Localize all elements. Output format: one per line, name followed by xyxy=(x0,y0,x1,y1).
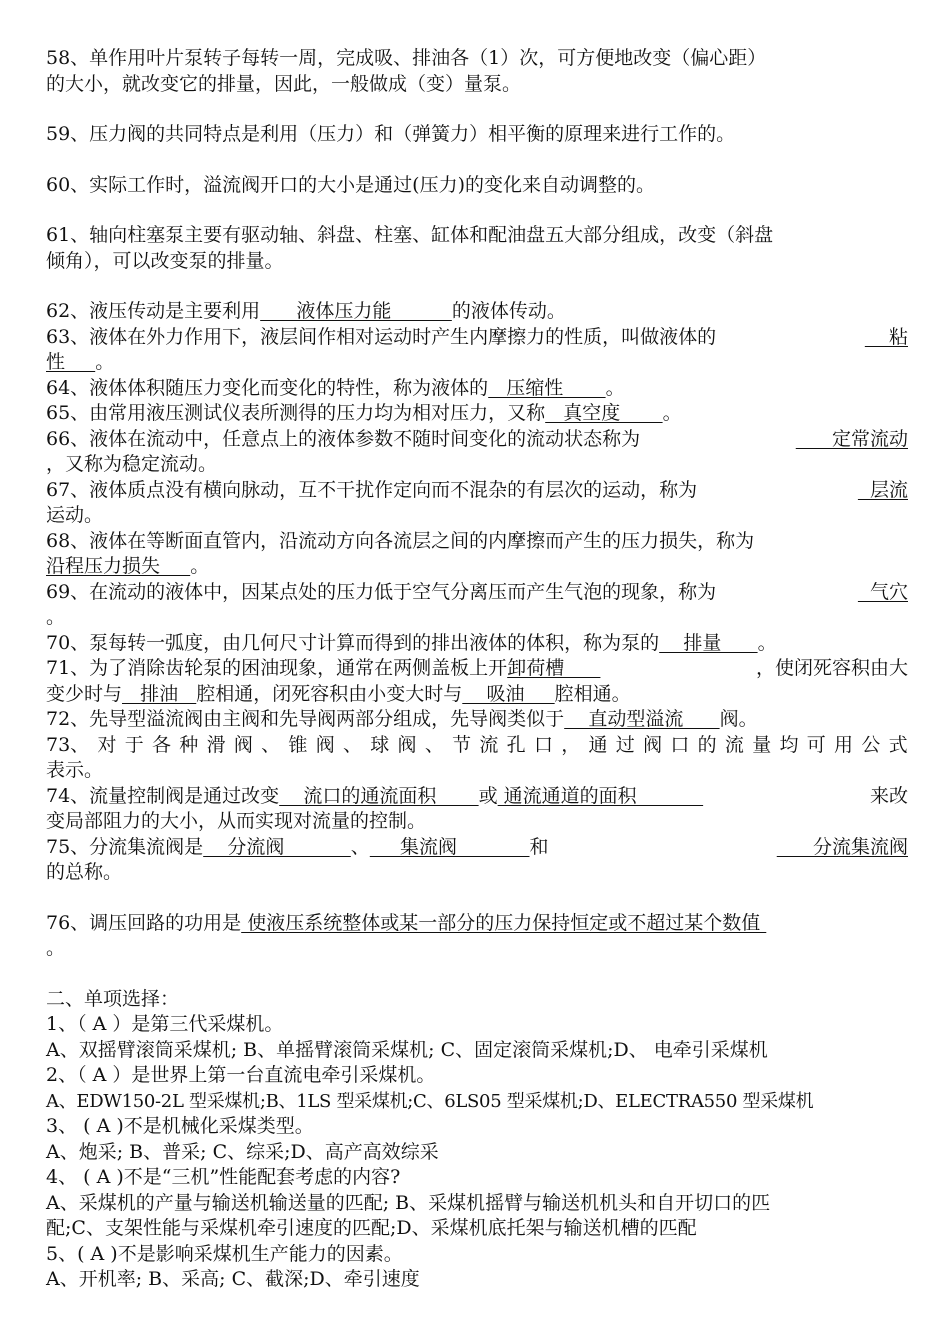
choice-2-options: A、EDW150-2L 型采煤机;B、1LS 型采煤机;C、6LS05 型采煤机;D、ELECTRA550 型采煤机 xyxy=(46,1090,814,1112)
document-page xyxy=(46,0,908,1293)
q74-line2: 变局部阻力的大小，从而实现对流量的控制。 xyxy=(46,810,427,832)
answer-blank: 层流 xyxy=(857,478,908,501)
q67-line2: 运动。 xyxy=(46,504,104,526)
answer-blank: 气穴 xyxy=(857,580,908,603)
choice-2-question: 2、（ A ）是世界上第一台直流电牵引采煤机。 xyxy=(46,1064,436,1086)
answer-blank: 通流通道的面积 xyxy=(497,784,704,807)
q73-char: 的 xyxy=(697,733,717,756)
q58-line2: 的大小，就改变它的排量，因此，一般做成（变）量泵。 xyxy=(46,72,522,95)
q65: 65、由常用液压测试仪表所测得的压力均为相对压力，又称 真空度 。 xyxy=(46,402,682,424)
answer-blank: 排量 xyxy=(659,631,758,654)
section-heading: 二、单项选择： xyxy=(46,987,180,1010)
answer-blank: 压缩性 xyxy=(488,376,606,399)
q73-char: 用 xyxy=(834,733,854,756)
q73-char: 阀 xyxy=(397,733,417,756)
answer-blank: 真空度 xyxy=(545,402,663,424)
choice-4-question: 4、 ( A )不是“三机”性能配套考虑的内容? xyxy=(46,1166,401,1188)
q73-char: 各 xyxy=(152,733,172,756)
q72: 72、先导型溢流阀由主阀和先导阀两部分组成，先导阀类似于 直动型溢流 阀。 xyxy=(46,708,758,730)
answer-blank: 液体压力能 xyxy=(260,300,452,322)
q69-line1: 69、在流动的液体中，因某点处的压力低于空气分离压而产生气泡的现象，称为 气穴 xyxy=(46,580,908,606)
q61-line1: 61、轴向柱塞泵主要有驱动轴、斜盘、柱塞、缸体和配油盘五大部分组成，改变（斜盘 xyxy=(46,224,774,246)
answer-blank: 分流集流阀 xyxy=(776,835,908,858)
answer-blank: 集流阀 xyxy=(369,835,530,858)
q73-line2: 表示。 xyxy=(46,759,104,781)
answer-blank: 分流阀 xyxy=(203,835,351,858)
q73-char: 均 xyxy=(779,733,799,756)
q73-char: 73、 xyxy=(46,733,90,756)
choice-3-question: 3、 ( A )不是机械化采煤类型。 xyxy=(46,1115,314,1137)
answer-blank: 吸油 xyxy=(462,682,555,705)
answer-blank: 粘 xyxy=(864,325,908,348)
answer-blank: 排油 xyxy=(122,682,197,705)
answer-blank: 使液压系统整体或某一部分的压力保持恒定或不超过某个数值 xyxy=(241,911,767,934)
choice-1-question: 1、（ A ）是第三代采煤机。 xyxy=(46,1013,284,1035)
choice-1-options: A、双摇臂滚筒采煤机; B、单摇臂滚筒采煤机; C、固定滚筒采煤机;D、 电牵引采煤机 xyxy=(46,1038,768,1061)
answer-blank: 沿程压力损失 xyxy=(46,555,191,577)
q73-char: 、 xyxy=(342,733,362,756)
q66-line1: 66、液体在流动中，任意点上的液体参数不随时间变化的流动状态称为 定常流动 xyxy=(46,427,908,453)
q75-line2: 的总称。 xyxy=(46,861,123,883)
q73-char: 流 xyxy=(479,733,499,756)
q70: 70、泵每转一弧度，由几何尺寸计算而得到的排出液体的体积，称为泵的 排量 。 xyxy=(46,631,777,654)
answer-blank: 直动型溢流 xyxy=(564,708,720,730)
q73-char: 式 xyxy=(888,733,908,756)
choice-5-options: A、开机率; B、采高; C、截深;D、牵引速度 xyxy=(46,1268,420,1290)
q73-char: 过 xyxy=(615,733,635,756)
q73-char: 流 xyxy=(724,733,744,756)
q73-char: 滑 xyxy=(206,733,226,756)
q73-char: 量 xyxy=(752,733,772,756)
q66-line2: ，又称为稳定流动。 xyxy=(46,453,218,475)
choice-3-options: A、炮采; B、普采; C、综采;D、高产高效综采 xyxy=(46,1140,439,1163)
q74-line1: 74、流量控制阀是通过改变 流口的通流面积 或 通流通道的面积 来改 xyxy=(46,784,908,807)
q69-line2: 。 xyxy=(46,606,66,628)
q71-line2: 变少时与 排油 腔相通，闭死容积由小变大时与 吸油 腔相通。 xyxy=(46,682,631,705)
q71-line1: 71、为了消除齿轮泵的困油现象，通常在两侧盖板上开卸荷槽 ，使闭死容积由大 xyxy=(46,657,908,679)
choice-4-options-line1: A、采煤机的产量与输送机输送量的匹配; B、采煤机摇臂与输送机机头和自开切口的匹 xyxy=(46,1191,771,1214)
q73-char: 阀 xyxy=(233,733,253,756)
q73-char: 、 xyxy=(424,733,444,756)
q76-line1: 76、调压回路的功用是 使液压系统整体或某一部分的压力保持恒定或不超过某个数值 xyxy=(46,911,767,934)
q64: 64、液体体积随压力变化而变化的特性，称为液体的 压缩性 。 xyxy=(46,376,625,399)
q73-char: 通 xyxy=(588,733,608,756)
choice-4-options-line2: 配;C、支架性能与采煤机牵引速度的匹配;D、采煤机底托架与输送机槽的匹配 xyxy=(46,1217,697,1239)
q63-line1: 63、液体在外力作用下，液层间作相对运动时产生内摩擦力的性质，叫做液体的 粘 xyxy=(46,325,908,351)
q73-char: 口 xyxy=(533,733,553,756)
q73-char: 对 xyxy=(97,733,117,756)
q73-char: 种 xyxy=(179,733,199,756)
q73-char: 阀 xyxy=(643,733,663,756)
q73-char: 公 xyxy=(861,733,881,756)
q63-line2: 性 。 xyxy=(46,351,115,373)
q68-line2: 沿程压力损失 。 xyxy=(46,555,210,577)
q73-char: 节 xyxy=(452,733,472,756)
q75-line1: 75、分流集流阀是 分流阀 、 集流阀 和 分流集流阀 xyxy=(46,835,908,861)
q73-char: 阀 xyxy=(315,733,335,756)
q68-line1: 68、液体在等断面直管内，沿流动方向各流层之间的内摩擦而产生的压力损失，称为 xyxy=(46,529,755,552)
answer-blank: 定常流动 xyxy=(795,427,908,450)
q73-char: 于 xyxy=(124,733,144,756)
q59: 59、压力阀的共同特点是利用（压力）和（弹簧力）相平衡的原理来进行工作的。 xyxy=(46,123,736,145)
choice-5-question: 5、( A )不是影响采煤机生产能力的因素。 xyxy=(46,1242,403,1265)
answer-blank: 性 xyxy=(46,351,96,373)
q73-char: 、 xyxy=(261,733,281,756)
q58-line1: 58、单作用叶片泵转子每转一周，完成吸、排油各（1）次，可方便地改变（偏心距） xyxy=(46,47,767,69)
q60: 60、实际工作时，溢流阀开口的大小是通过(压力)的变化来自动调整的。 xyxy=(46,173,656,196)
q73-char: 球 xyxy=(370,733,390,756)
q61-line2: 倾角），可以改变泵的排量。 xyxy=(46,249,284,272)
q62: 62、液压传动是主要利用 液体压力能 的液体传动。 xyxy=(46,300,566,322)
q67-line1: 67、液体质点没有横向脉动，互不干扰作定向而不混杂的有层次的运动，称为 层流 xyxy=(46,478,908,504)
q73-char: 口 xyxy=(670,733,690,756)
q73-char: 可 xyxy=(806,733,826,756)
q76-line2: 。 xyxy=(46,937,66,959)
q73-char: ， xyxy=(561,733,581,756)
answer-blank: 卸荷槽 xyxy=(507,657,601,679)
q73-char: 锥 xyxy=(288,733,308,756)
answer-blank: 流口的通流面积 xyxy=(279,784,479,807)
q73-char: 孔 xyxy=(506,733,526,756)
q73-line1 xyxy=(46,733,908,759)
